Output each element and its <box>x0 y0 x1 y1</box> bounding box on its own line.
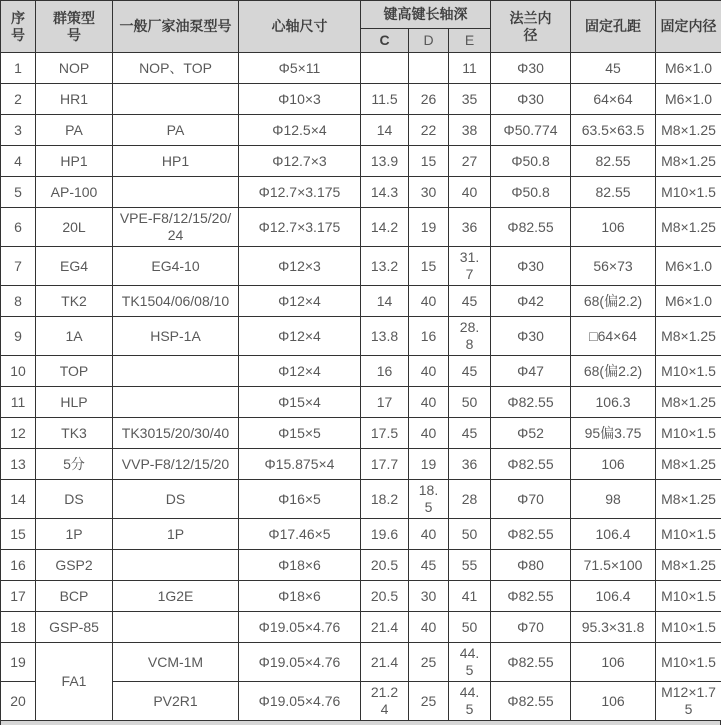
cell-shaft: Φ18×6 <box>239 581 361 612</box>
cell-flange: Φ82.55 <box>491 387 571 418</box>
cell-e: 45 <box>449 418 491 449</box>
cell-model: 1P <box>36 519 113 550</box>
cell-mfr <box>113 177 239 208</box>
cell-e: 44. 5 <box>449 643 491 682</box>
cell-d: 40 <box>409 519 449 550</box>
table-row <box>1 550 721 581</box>
cell-c <box>361 53 409 84</box>
cell-e: 40 <box>449 177 491 208</box>
cell-e: 50 <box>449 612 491 643</box>
cell-mfr <box>113 387 239 418</box>
table-header <box>1 1 721 53</box>
cell-shaft: Φ18×6 <box>239 550 361 581</box>
cell-shaft: Φ19.05×4.76 <box>239 643 361 682</box>
header-fixed-inner-diameter: 固定内径 <box>656 1 721 53</box>
cell-no: 17 <box>1 581 36 612</box>
cell-shaft: Φ12.7×3 <box>239 146 361 177</box>
cell-d: 40 <box>409 356 449 387</box>
cell-hole: 56×73 <box>571 247 656 286</box>
cell-c: 21.4 <box>361 643 409 682</box>
cell-shaft: Φ5×11 <box>239 53 361 84</box>
cell-no: 19 <box>1 643 36 682</box>
cell-mfr <box>113 550 239 581</box>
cell-c: 13.8 <box>361 317 409 356</box>
cell-d: 22 <box>409 115 449 146</box>
cell-c: 20.5 <box>361 581 409 612</box>
table-row <box>1 317 721 356</box>
cell-hole: 106.4 <box>571 581 656 612</box>
cell-model: 1A <box>36 317 113 356</box>
cell-model: HR1 <box>36 84 113 115</box>
cell-c: 16 <box>361 356 409 387</box>
cell-d: 19 <box>409 208 449 247</box>
cell-d: 45 <box>409 550 449 581</box>
cell-inner: M10×1.5 <box>656 581 721 612</box>
cell-e: 36 <box>449 208 491 247</box>
cell-model: TK2 <box>36 286 113 317</box>
cell-inner: M6×1.0 <box>656 247 721 286</box>
table-body <box>1 53 721 721</box>
cell-flange: Φ30 <box>491 317 571 356</box>
cell-inner: M8×1.25 <box>656 550 721 581</box>
cell-e: 35 <box>449 84 491 115</box>
cell-d <box>409 53 449 84</box>
cell-model: NOP <box>36 53 113 84</box>
cell-e: 28 <box>449 480 491 519</box>
cell-no: 8 <box>1 286 36 317</box>
cell-no: 9 <box>1 317 36 356</box>
table-row <box>1 146 721 177</box>
header-col-d: D <box>409 29 449 53</box>
cell-shaft: Φ16×5 <box>239 480 361 519</box>
cell-flange: Φ82.55 <box>491 208 571 247</box>
header-col-e: E <box>449 29 491 53</box>
header-fixed-hole-distance: 固定孔距 <box>571 1 656 53</box>
cell-e: 41 <box>449 581 491 612</box>
cell-hole: 106 <box>571 449 656 480</box>
cell-hole: 98 <box>571 480 656 519</box>
cell-d: 30 <box>409 581 449 612</box>
cell-inner: M10×1.5 <box>656 356 721 387</box>
cell-mfr: HP1 <box>113 146 239 177</box>
cell-mfr <box>113 84 239 115</box>
cell-inner: M8×1.25 <box>656 387 721 418</box>
table-row <box>1 480 721 519</box>
cell-model: TOP <box>36 356 113 387</box>
cell-flange: Φ82.55 <box>491 581 571 612</box>
cell-shaft: Φ12×4 <box>239 286 361 317</box>
cell-inner: M8×1.25 <box>656 146 721 177</box>
table-row <box>1 286 721 317</box>
cell-flange: Φ82.55 <box>491 519 571 550</box>
cell-mfr: VCM-1M <box>113 643 239 682</box>
cell-inner: M10×1.5 <box>656 612 721 643</box>
cell-no: 7 <box>1 247 36 286</box>
cell-shaft: Φ17.46×5 <box>239 519 361 550</box>
cell-mfr: EG4-10 <box>113 247 239 286</box>
header-model: 群策型 号 <box>36 1 113 53</box>
cell-model: FA1 <box>36 643 113 721</box>
cell-model: AP-100 <box>36 177 113 208</box>
cell-c: 14 <box>361 115 409 146</box>
table-row <box>1 449 721 480</box>
table-row <box>1 84 721 115</box>
cell-shaft: Φ19.05×4.76 <box>239 612 361 643</box>
cell-d: 40 <box>409 387 449 418</box>
cell-hole: 95偏3.75 <box>571 418 656 449</box>
cell-hole: 106 <box>571 208 656 247</box>
cell-inner: M12×1.7 5 <box>656 682 721 721</box>
cell-inner: M8×1.25 <box>656 208 721 247</box>
cell-c: 17.7 <box>361 449 409 480</box>
cell-e: 38 <box>449 115 491 146</box>
cell-inner: M10×1.5 <box>656 177 721 208</box>
cell-mfr: TK3015/20/30/40 <box>113 418 239 449</box>
cell-flange: Φ30 <box>491 84 571 115</box>
cell-d: 16 <box>409 317 449 356</box>
cell-mfr: NOP、TOP <box>113 53 239 84</box>
cell-model: 5分 <box>36 449 113 480</box>
table-row <box>1 643 721 682</box>
cell-no: 3 <box>1 115 36 146</box>
cell-model: GSP2 <box>36 550 113 581</box>
cell-d: 40 <box>409 286 449 317</box>
cell-shaft: Φ12×4 <box>239 317 361 356</box>
cell-c: 17 <box>361 387 409 418</box>
cell-inner: M10×1.5 <box>656 519 721 550</box>
cell-c: 13.2 <box>361 247 409 286</box>
cell-flange: Φ70 <box>491 480 571 519</box>
cell-flange: Φ82.55 <box>491 643 571 682</box>
cell-c: 21.2 4 <box>361 682 409 721</box>
cell-mfr: TK1504/06/08/10 <box>113 286 239 317</box>
cell-hole: 82.55 <box>571 177 656 208</box>
cell-shaft: Φ12.7×3.175 <box>239 177 361 208</box>
header-shaft-size: 心轴尺寸 <box>239 1 361 53</box>
cell-c: 20.5 <box>361 550 409 581</box>
cell-e: 11 <box>449 53 491 84</box>
cell-c: 13.9 <box>361 146 409 177</box>
cell-no: 13 <box>1 449 36 480</box>
cell-e: 45 <box>449 356 491 387</box>
cell-d: 25 <box>409 643 449 682</box>
cell-e: 50 <box>449 519 491 550</box>
cell-flange: Φ30 <box>491 247 571 286</box>
cell-model: 20L <box>36 208 113 247</box>
cell-flange: Φ47 <box>491 356 571 387</box>
cell-hole: 71.5×100 <box>571 550 656 581</box>
cell-c: 14.2 <box>361 208 409 247</box>
cell-no: 4 <box>1 146 36 177</box>
table-row <box>1 115 721 146</box>
cell-hole: 106 <box>571 643 656 682</box>
cell-shaft: Φ10×3 <box>239 84 361 115</box>
cell-inner: M8×1.25 <box>656 317 721 356</box>
cell-flange: Φ70 <box>491 612 571 643</box>
table-row <box>1 177 721 208</box>
cell-model: HLP <box>36 387 113 418</box>
cell-shaft: Φ12.5×4 <box>239 115 361 146</box>
cell-inner: M8×1.25 <box>656 449 721 480</box>
cell-no: 15 <box>1 519 36 550</box>
header-col-c: C <box>361 29 409 53</box>
cell-inner: M10×1.5 <box>656 418 721 449</box>
header-manufacturer-model: 一般厂家油泵型号 <box>113 1 239 53</box>
table-row <box>1 519 721 550</box>
cell-inner: M8×1.25 <box>656 115 721 146</box>
cell-d: 40 <box>409 418 449 449</box>
next-row-cut-off-band <box>0 721 721 725</box>
cell-d: 25 <box>409 682 449 721</box>
cell-c: 11.5 <box>361 84 409 115</box>
cell-hole: 106.4 <box>571 519 656 550</box>
cell-flange: Φ30 <box>491 53 571 84</box>
cell-model: PA <box>36 115 113 146</box>
cell-no: 2 <box>1 84 36 115</box>
cell-mfr: VPE-F8/12/15/20/ 24 <box>113 208 239 247</box>
cell-shaft: Φ19.05×4.76 <box>239 682 361 721</box>
cell-mfr: 1G2E <box>113 581 239 612</box>
cell-mfr: PA <box>113 115 239 146</box>
cell-e: 31. 7 <box>449 247 491 286</box>
cell-hole: 82.55 <box>571 146 656 177</box>
cell-c: 14.3 <box>361 177 409 208</box>
cell-flange: Φ50.774 <box>491 115 571 146</box>
cell-c: 17.5 <box>361 418 409 449</box>
cell-mfr <box>113 612 239 643</box>
cell-flange: Φ50.8 <box>491 146 571 177</box>
cell-shaft: Φ12.7×3.175 <box>239 208 361 247</box>
cell-no: 14 <box>1 480 36 519</box>
cell-mfr: DS <box>113 480 239 519</box>
cell-no: 10 <box>1 356 36 387</box>
table-row <box>1 581 721 612</box>
table-row <box>1 356 721 387</box>
cell-e: 27 <box>449 146 491 177</box>
cell-mfr: VVP-F8/12/15/20 <box>113 449 239 480</box>
cell-no: 6 <box>1 208 36 247</box>
header-row-1 <box>1 1 721 29</box>
cell-mfr: 1P <box>113 519 239 550</box>
cell-hole: 106.3 <box>571 387 656 418</box>
cell-mfr <box>113 356 239 387</box>
cell-d: 26 <box>409 84 449 115</box>
cell-e: 50 <box>449 387 491 418</box>
table-row <box>1 53 721 84</box>
cell-c: 21.4 <box>361 612 409 643</box>
header-key-group: 键高键长轴深 <box>361 1 491 29</box>
cell-shaft: Φ12×4 <box>239 356 361 387</box>
cell-hole: 64×64 <box>571 84 656 115</box>
table-row <box>1 247 721 286</box>
cell-hole: 106 <box>571 682 656 721</box>
cell-hole: 45 <box>571 53 656 84</box>
table-row <box>1 418 721 449</box>
cell-model: BCP <box>36 581 113 612</box>
cell-hole: 68(偏2.2) <box>571 286 656 317</box>
cell-d: 19 <box>409 449 449 480</box>
cell-c: 19.6 <box>361 519 409 550</box>
cell-mfr: PV2R1 <box>113 682 239 721</box>
cell-e: 45 <box>449 286 491 317</box>
cell-d: 18. 5 <box>409 480 449 519</box>
cell-e: 44. 5 <box>449 682 491 721</box>
cell-inner: M6×1.0 <box>656 53 721 84</box>
header-flange-inner-diameter: 法兰内 径 <box>491 1 571 53</box>
cell-shaft: Φ15×5 <box>239 418 361 449</box>
cell-hole: 95.3×31.8 <box>571 612 656 643</box>
cell-model: HP1 <box>36 146 113 177</box>
cell-flange: Φ82.55 <box>491 682 571 721</box>
cell-flange: Φ52 <box>491 418 571 449</box>
cell-inner: M8×1.25 <box>656 480 721 519</box>
cell-flange: Φ50.8 <box>491 177 571 208</box>
cell-no: 18 <box>1 612 36 643</box>
cell-no: 16 <box>1 550 36 581</box>
cell-d: 40 <box>409 612 449 643</box>
cell-e: 36 <box>449 449 491 480</box>
cell-flange: Φ82.55 <box>491 449 571 480</box>
cell-inner: M10×1.5 <box>656 643 721 682</box>
cell-c: 14 <box>361 286 409 317</box>
cell-model: GSP-85 <box>36 612 113 643</box>
cell-shaft: Φ15.875×4 <box>239 449 361 480</box>
cell-hole: □64×64 <box>571 317 656 356</box>
cell-flange: Φ42 <box>491 286 571 317</box>
cell-inner: M6×1.0 <box>656 84 721 115</box>
cell-e: 28. 8 <box>449 317 491 356</box>
cell-no: 1 <box>1 53 36 84</box>
cell-d: 30 <box>409 177 449 208</box>
cell-mfr: HSP-1A <box>113 317 239 356</box>
cell-d: 15 <box>409 247 449 286</box>
cell-no: 12 <box>1 418 36 449</box>
cell-no: 20 <box>1 682 36 721</box>
cell-d: 15 <box>409 146 449 177</box>
cell-model: EG4 <box>36 247 113 286</box>
cell-e: 55 <box>449 550 491 581</box>
cell-shaft: Φ12×3 <box>239 247 361 286</box>
cell-inner: M6×1.0 <box>656 286 721 317</box>
cell-model: TK3 <box>36 418 113 449</box>
cell-no: 5 <box>1 177 36 208</box>
cell-c: 18.2 <box>361 480 409 519</box>
table-row <box>1 612 721 643</box>
cell-no: 11 <box>1 387 36 418</box>
table-row <box>1 387 721 418</box>
cell-hole: 63.5×63.5 <box>571 115 656 146</box>
table-row <box>1 208 721 247</box>
cell-hole: 68(偏2.2) <box>571 356 656 387</box>
header-serial: 序 号 <box>1 1 36 53</box>
cell-model: DS <box>36 480 113 519</box>
cell-flange: Φ80 <box>491 550 571 581</box>
cell-shaft: Φ15×4 <box>239 387 361 418</box>
